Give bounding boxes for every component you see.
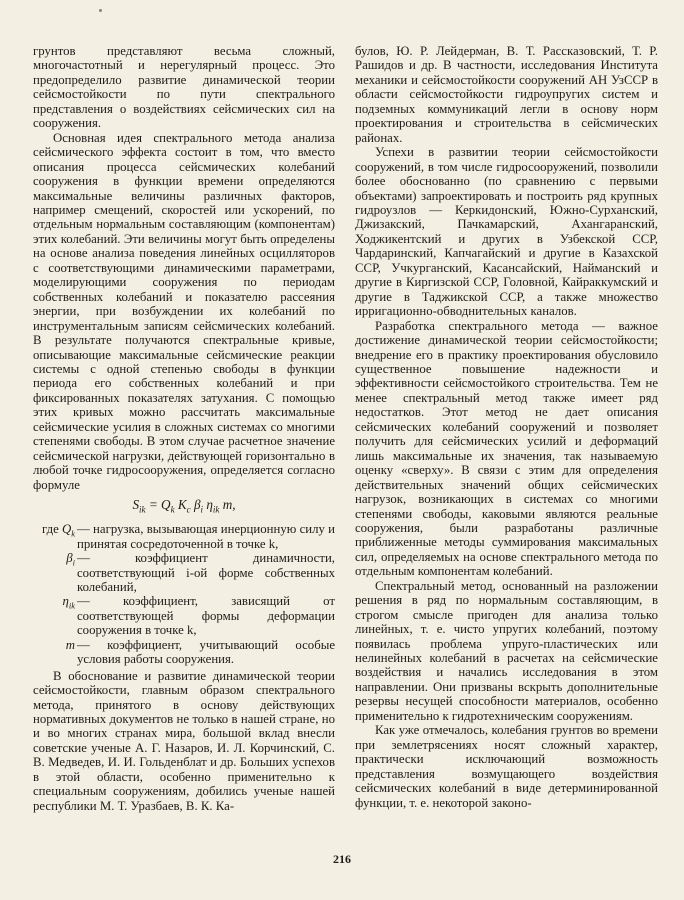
legend-symbol: где $Q_k$ [41, 522, 75, 539]
left-column [33, 44, 335, 813]
right-column [355, 44, 658, 810]
legend-definition: — коэффициент, зависящий от соответствующей формы деформации сооружения в точке k, [77, 594, 335, 638]
left-paragraph-3: В обоснование и развитие динамической теории сейсмостойкости, главным образом спектрального метода, принятого в основу действующих нормативных документов не только в нашей стране, но и во многих странах мира, большой вклад внесли советские ученые А. Г. Назаров, И. Л. Корчинский, С. В. Медведев, И. И. Гольденблат и др. Больших успехов в этой области, особенно применительно к специальным сооружениям, добились ученые нашей республики М. Т. Уразбаев, В. К. Ка- [33, 668, 335, 813]
left-paragraph-2: Основная идея спектрального метода анализа сейсмического эффекта состоит в том, что вместо описания процесса сейсмических колебаний сооружения в функции времени определяются максимальные величины различных факторов, например смещений, скоростей или ускорений, по отдельным нормальным составляющим (компонентам) этих колебаний. Эти величины могут быть определены на основе анализа поведения линейных осцилляторов с соответствующими динамическими параметрами, моделирующими сооружения по периодам собственных колебаний и показателю рассеяния энергии, при возбуждении их колебаний по инструментальным записям сейсмических колебаний. В результате получаются спектральные кривые, описывающие максимальные сейсмические реакции системы с одной степенью свободы в функции периода его собственных колебаний и при фиксированных показателях затухания. С помощью этих кривых можно рассчитать максимальные сейсмические усилия в сложных системах со многими степенями свободы. В этом случае расчетное значение сейсмической нагрузки, действующей горизонтально в любой точке гидросооружения, определяется согласно формуле [33, 130, 335, 492]
paper-speck [99, 9, 102, 12]
legend-symbol: $\beta_i$ [66, 551, 75, 568]
page-number: 216 [333, 852, 351, 866]
legend-row-eta [33, 594, 335, 637]
right-paragraph-5: Как уже отмечалось, колебания грунтов во времени при землетрясениях носят сложный характер, практически исключающий возможность представления возмущающего воздействия сейсмических колебаний в виде детерминированной функции, т. е. некоторой законо- [355, 723, 658, 810]
legend-definition: — коэффициент, учитывающий особые условия работы сооружения. [77, 637, 335, 667]
formula-legend [33, 522, 335, 667]
legend-symbol: m [65, 637, 75, 652]
formula-text: $S_{ik} = Q_k$ $K_c$ $\beta_i$ $\eta_{ik}$ m, [132, 497, 236, 515]
right-paragraph-1: булов, Ю. Р. Лейдерман, В. Т. Рассказовский, Т. Р. Рашидов и др. В частности, исследования Института механики и сейсмостойкости сооружений АН УзССР в области сейсмостойкости гидроупругих систем и подземных коммуникаций легли в основу норм проектирования и строительства в сейсмических районах. [355, 44, 658, 145]
where-word: где [41, 522, 59, 537]
legend-row-beta [33, 551, 335, 594]
right-paragraph-3: Разработка спектрального метода — важное достижение динамической теории сейсмостойкости; внедрение его в практику проектирования обусловило существенное повышение надежности и эффективности сейсмостойкого строительства. Тем не менее спектральный метод также имеет ряд недостатков. Этот метод не дает описания сейсмических колебаний сооружений и позволяет получить для сейсмических усилий и деформаций лишь максимальные их значения, так называемую оценку «сверху». В связи с этим для определения действительных значений общих сейсмических нагрузок, возникающих в системах со многими степенями свободы, каковыми являются реальные сооружения, были разработаны различные приближенные методы суммирования максимальных сил, определяемых на основе спектрального метода по отдельным компонентам колебаний. [355, 318, 658, 579]
right-paragraph-4: Спектральный метод, основанный на разложении решения в ряд по нормальным составляющим, в строгом смысле пригоден для анализа только линейных, т. е. чисто упругих колебаний, поэтому появилась проблема упруго-пластических или нелинейных колебаний в расчетах на сейсмические воздействия и начались исследования в этом направлении. Они призваны вскрыть дополнительные резервы несущей способности материалов, особенно применительно к гидротехническим сооружениям. [355, 578, 658, 723]
legend-row-m [33, 638, 335, 667]
legend-symbol: $\eta_{ik}$ [62, 594, 75, 611]
legend-row-q [33, 522, 335, 551]
legend-definition: — коэффициент динамичности, соответствующий i-ой форме собственных колебаний, [77, 551, 335, 594]
left-paragraph-1: грунтов представляют весьма сложный, многочастотный и нерегулярный процесс. Это предопределило развитие динамической теории сейсмостойкости по пути спектрального представления о воздействиях сейсмических сил на сооружения. [33, 44, 335, 131]
seismic-load-formula [33, 498, 335, 517]
legend-definition: — нагрузка, вызывающая инерционную силу и принятая сосредоточенной в точке k, [77, 522, 335, 551]
right-paragraph-2: Успехи в развитии теории сейсмостойкости сооружений, в том числе гидросооружений, позволили более обоснованно (по сравнению с первыми объектами) запроектировать и построить ряд крупных гидроузлов — Керкидонский, Южно-Сурханский, Джизакский, Пачкамарский, Ахангаранский, Ходжикентский и других в Узбекской ССР, Чардаринский, Капчагайский и другие в Казахской ССР, Учкурганский, Касансайский, Найманский и другие в Киргизской ССР, Головной, Кайраккумский и другие в Таджикской ССР, а также множество ирригационно-обводнительных каналов. [355, 145, 658, 319]
